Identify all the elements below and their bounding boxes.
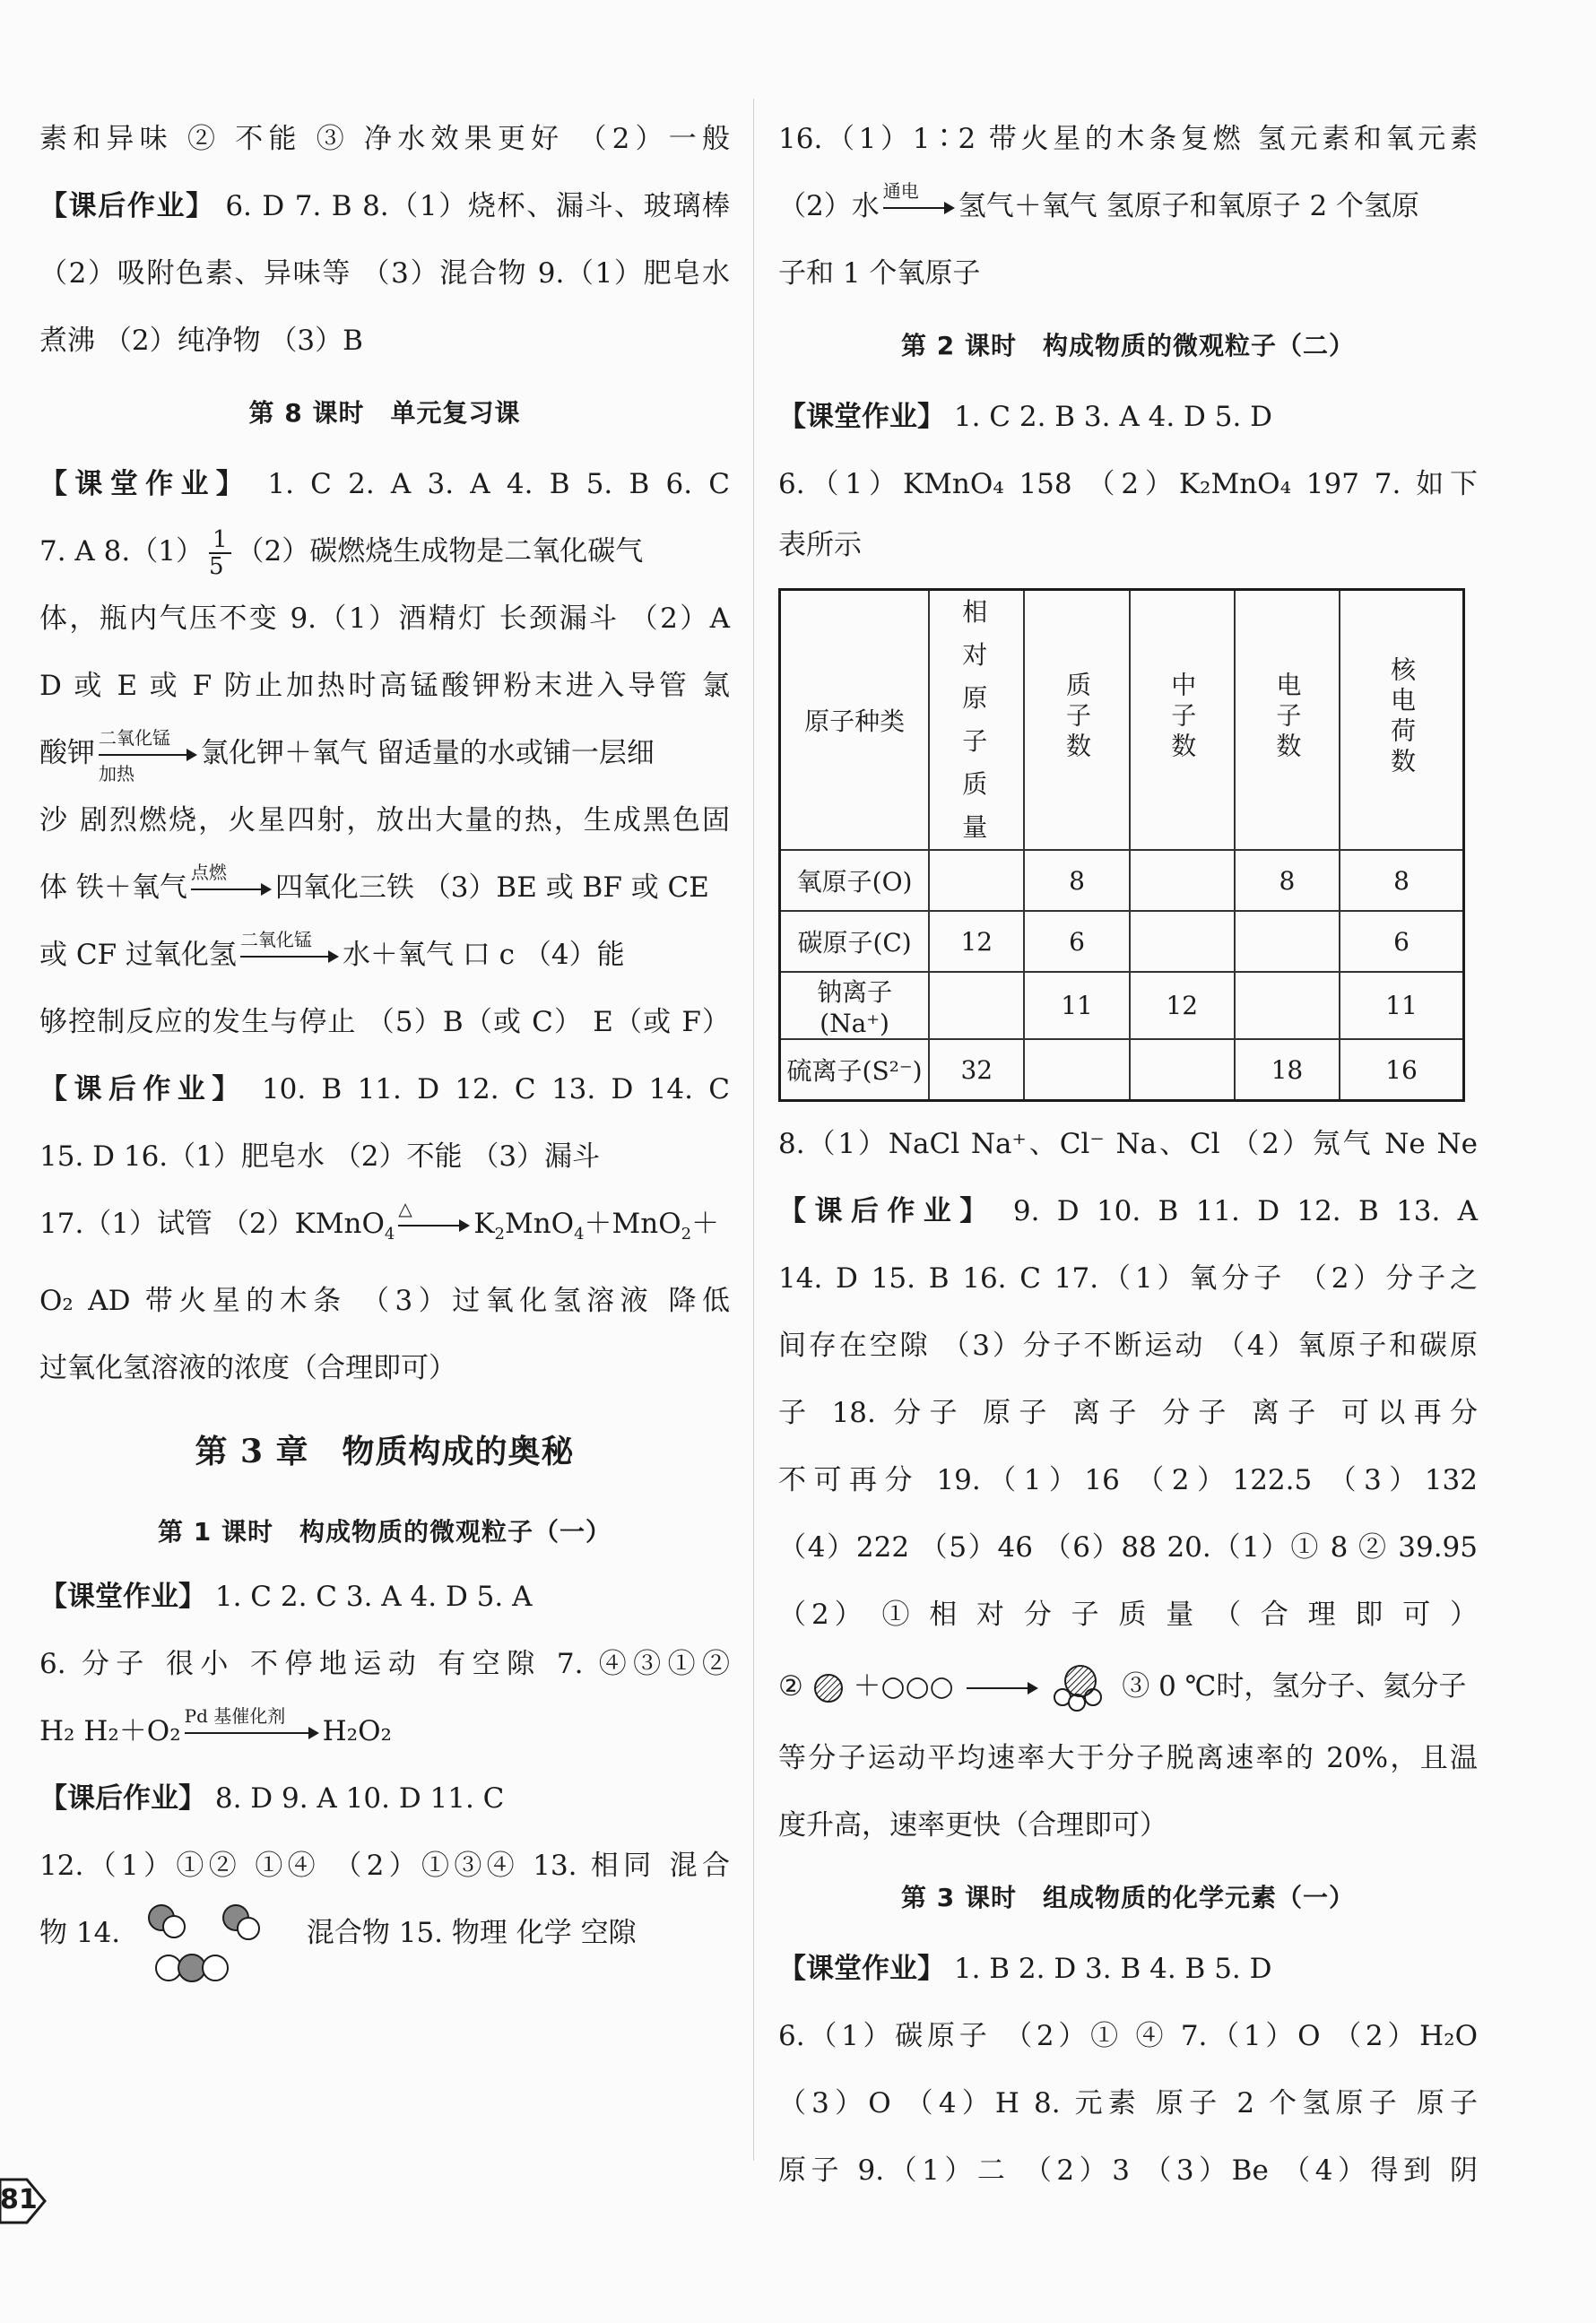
table-cell: 12 [1130,972,1235,1039]
table-cell: 6 [1024,911,1129,972]
table-cell: 钠离子(Na⁺) [780,972,930,1039]
table-cell: 18 [1235,1039,1340,1101]
answer-line: 16.（1）1∶2 带火星的木条复燃 氢元素和氧元素 [778,123,1478,155]
header-text: 质子数 [1063,671,1093,763]
answer-line [39,720,730,787]
answer-line: 等分子运动平均速率大于分子脱离速率的 20%，且温 [778,1742,1478,1774]
molecule-cluster-icon [1050,1661,1113,1715]
fraction-numerator: 1 [209,527,231,554]
reaction-arrow [398,1197,470,1233]
table-cell [1235,972,1340,1039]
answer-text: 混合物 15. 物理 化学 空隙 [306,1917,637,1950]
answer-text: 9. D 10. B 11. D 12. B 13. A [995,1195,1479,1227]
table-cell: 8 [1340,850,1464,911]
answer-text: ＋○○○ [853,1670,954,1703]
table-cell [1130,1039,1235,1101]
molecule-diagram [142,1900,285,1989]
answer-text: 1. C 2. C 3. A 4. D 5. A [206,1581,533,1614]
answer-line: 沙 剧烈燃烧，火星四射，放出大量的热，生成黑色固 [39,804,730,836]
table-cell: 8 [1235,850,1340,911]
table-header-cell [1130,590,1235,851]
answer-line [39,1056,730,1123]
arrow-condition: △ [398,1197,412,1219]
answer-line: D 或 E 或 F 防止加热时高锰酸钾粉末进入导管 氯 [39,670,730,702]
table-header-cell [1340,590,1464,851]
classwork-tag: 【课堂作业】 [778,1953,945,1985]
answer-line [39,518,730,585]
reaction-arrow [99,726,197,784]
answer-text: 体 铁＋氧气 [39,871,187,904]
table-cell: 32 [929,1039,1024,1101]
answer-line: 素和异味 ② 不能 ③ 净水效果更好 （2）一般 [39,123,730,155]
answer-text: 1. C 2. A 3. A 4. B 5. B 6. C [251,468,730,500]
atom-table [778,588,1465,1102]
answer-text: H₂ H₂＋O₂ [39,1715,181,1748]
chapter-title: 第 3 章 物质构成的奥秘 [195,1433,575,1471]
lesson-heading: 第 3 课时 组成物质的化学元素（一） [901,1883,1355,1912]
answer-text: ② [778,1670,803,1703]
answer-text: 四氧化三铁 （3）BE 或 BF 或 CE [274,871,709,904]
table-cell: 16 [1340,1039,1464,1101]
answer-text: ③ 0 ℃时，氢分子、氦分子 [1122,1670,1467,1703]
answer-line: 表所示 [778,529,862,561]
answer-line: 15. D 16.（1）肥皂水 （2）不能 （3）漏斗 [39,1140,601,1173]
fraction-denominator: 5 [208,552,224,580]
header-text: 核电荷数 [1386,655,1417,778]
answer-line: O₂ AD 带火星的木条 （3）过氧化氢溶液 降低 [39,1285,730,1318]
table-cell: 12 [929,911,1024,972]
column-divider [753,99,754,2161]
answer-line [39,1564,730,1631]
answer-line [39,1765,730,1833]
table-row [780,972,1464,1039]
answer-line: 够控制反应的发生与停止 （5）B（或 C） E（或 F） [39,1006,730,1038]
table-row [780,850,1464,911]
answer-text: （2）碳燃烧生成物是二氧化碳气 [236,535,644,568]
arrow-condition: 二氧化锰 [99,726,170,749]
homework-tag: 【课后作业】 [39,1073,247,1105]
table-cell [1130,911,1235,972]
left-column [39,106,730,1998]
homework-tag: 【课后作业】 [39,190,215,222]
arrow-condition: 加热 [99,762,134,784]
classwork-tag: 【课堂作业】 [39,1581,206,1614]
answer-text: （2）水 [778,190,880,222]
answer-line [778,384,1478,451]
answer-line: 间存在空隙 （3）分子不断运动 （4）氧原子和碳原 [778,1330,1478,1362]
table-cell: 氧原子(O) [780,850,930,911]
arrow-condition: 二氧化锰 [239,928,312,950]
answer-line: （3）O （4）H 8. 元素 原子 2 个氢原子 原子 [778,2087,1478,2119]
table-cell: 碳原子(C) [780,911,930,972]
answer-text: 1. C 2. B 3. A 4. D 5. D [945,401,1273,433]
arrow-condition: 点燃 [190,861,227,883]
lesson-heading: 第 2 课时 构成物质的微观粒子（二） [901,331,1355,360]
answer-line [39,922,730,989]
answer-line: 不可再分 19.（1）16 （2）122.5 （3）132 [778,1464,1478,1496]
answer-text: 1. B 2. D 3. B 4. B 5. D [945,1953,1272,1985]
table-header-cell [1024,590,1129,851]
answer-line: （4）222 （5）46 （6）88 20.（1）① 8 ② 39.95 [778,1531,1478,1564]
lesson-heading: 第 1 课时 构成物质的微观粒子（一） [158,1517,612,1547]
answer-line: 原子 9.（1）二 （2）3 （3）Be （4）得到 阴 [778,2154,1478,2187]
table-row [780,1039,1464,1101]
answer-line [778,173,1478,240]
answer-line: （2） ① 相 对 分 子 质 量 （ 合 理 即 可 ） [778,1599,1478,1631]
answer-line: 12.（1）①② ①④ （2）①③④ 13. 相同 混合 [39,1850,730,1883]
answer-line [778,1936,1478,2003]
reaction-arrow [190,861,272,897]
table-row [780,911,1464,972]
answer-line: 过氧化氢溶液的浓度（合理即可） [39,1352,456,1385]
reaction-arrow [184,1704,319,1740]
homework-tag: 【课后作业】 [778,1195,996,1227]
table-header-cell [929,590,1024,851]
reaction-arrow [239,928,339,964]
lesson-heading: 第 8 课时 单元复习课 [248,398,521,428]
answer-line: 6.（1）KMnO₄ 158 （2）K₂MnO₄ 197 7. 如下 [778,468,1478,500]
answer-text: K [473,1208,495,1240]
answer-line [778,1649,1478,1725]
answer-text: H₂O₂ [322,1715,392,1748]
answer-text: MnO [504,1208,575,1240]
answer-line: （2）吸附色素、异味等 （3）混合物 9.（1）肥皂水 [39,257,730,290]
answer-line: 煮沸 （2）纯净物 （3）B [39,325,363,357]
answer-line: 度升高，速率更快（合理即可） [778,1809,1167,1842]
table-cell: 11 [1024,972,1129,1039]
reaction-arrow [967,1681,1038,1695]
table-cell: 11 [1340,972,1464,1039]
table-header-cell: 原子种类 [780,590,930,851]
answer-line [39,173,730,240]
page-number: 81 [0,2184,38,2215]
answer-line: 6.（1）碳原子 （2）① ④ 7.（1）O （2）H₂O [778,2020,1478,2052]
fraction [209,527,231,579]
answer-line [39,451,730,518]
answer-line: 子和 1 个氧原子 [778,257,981,290]
hatched-molecule-icon [812,1672,845,1704]
table-cell [1235,911,1340,972]
answer-line: 17.（1）试管 （2）KMnO$_4$ △ $K_2MnO_4+MnO_2+$ [39,1197,720,1244]
table-cell: 8 [1024,850,1129,911]
header-text: 相对原子质量 [962,597,992,842]
table-cell: 硫离子(S²⁻) [780,1039,930,1101]
arrow-condition: 通电 [882,179,919,202]
classwork-tag: 【课堂作业】 [778,401,945,433]
table-cell [1130,850,1235,911]
answer-line [778,1178,1478,1245]
answer-line: 14. D 15. B 16. C 17.（1）氧分子 （2）分子之 [778,1262,1478,1295]
table-cell: 6 [1340,911,1464,972]
answer-line: 子 18. 分子 原子 离子 分子 离子 可以再分 [778,1397,1478,1429]
header-text: 中子数 [1167,671,1198,763]
answer-text: 17.（1）试管 （2）KMnO [39,1208,385,1240]
answer-line: 体，瓶内气压不变 9.（1）酒精灯 长颈漏斗 （2）A [39,602,730,635]
answer-line [39,854,730,922]
answer-text: ＋ [691,1208,720,1240]
classwork-tag: 【课堂作业】 [39,468,252,500]
table-cell [929,972,1024,1039]
right-column [778,106,1478,2205]
answer-text: 物 14. [39,1917,121,1950]
header-text: 电子数 [1272,671,1303,763]
arrow-condition: Pd 基催化剂 [184,1704,286,1727]
table-header-row [780,590,1464,851]
answer-text: 7. A 8.（1） [39,535,204,568]
answer-line [39,1698,730,1765]
table-header-cell [1235,590,1340,851]
answer-text: 氢气＋氧气 氢原子和氧原子 2 个氢原 [958,190,1420,222]
answer-text: 10. B 11. D 12. C 13. D 14. C [246,1073,730,1105]
answer-text: 6. D 7. B 8.（1）烧杯、漏斗、玻璃棒 [214,190,731,222]
homework-tag: 【课后作业】 [39,1782,206,1816]
answer-text: 氯化钾＋氧气 留适量的水或铺一层细 [201,737,655,769]
table-cell [929,850,1024,911]
reaction-arrow [882,179,955,215]
answer-text: ＋MnO [584,1208,681,1240]
answer-text: 酸钾 [39,737,95,769]
answer-text: 8. D 9. A 10. D 11. C [206,1782,505,1816]
answer-line: 8.（1）NaCl Na⁺、Cl⁻ Na、Cl （2）氖气 Ne Ne [778,1128,1478,1160]
answer-text: 或 CF 过氧化氢 [39,939,237,971]
answer-text: 水＋氧气 口 c （4）能 [342,939,625,971]
table-cell [1024,1039,1129,1101]
answer-line [39,1900,730,1998]
answer-line: 6. 分子 很小 不停地运动 有空隙 7. ④③①② [39,1648,730,1681]
